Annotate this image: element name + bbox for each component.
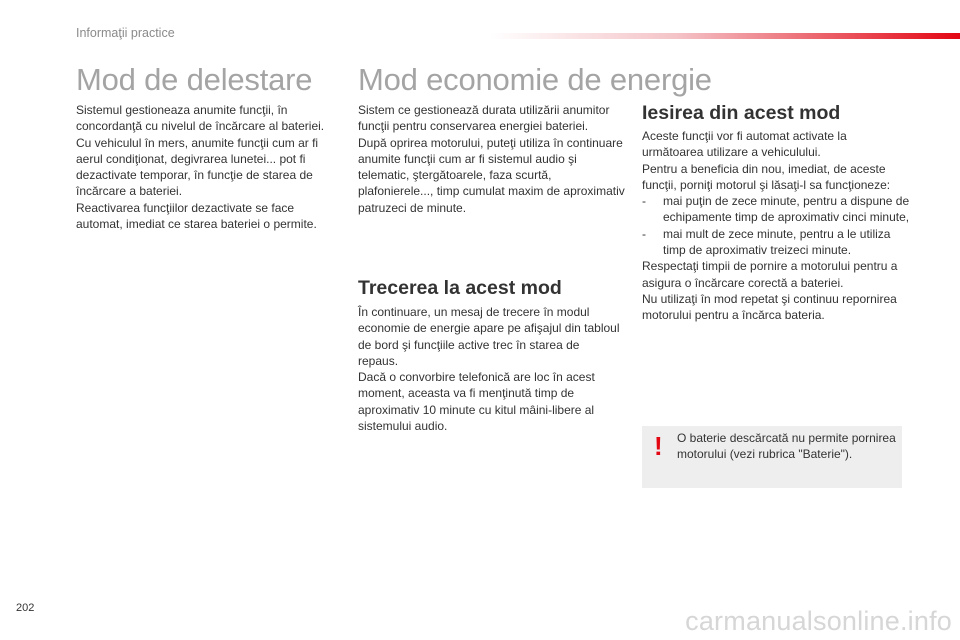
col2-intro-text xyxy=(358,102,626,216)
subheading-iesirea: Iesirea din acest mod xyxy=(642,102,841,124)
list-item xyxy=(642,226,910,259)
list-item-text: mai mult de zece minute, pentru a le utiliza timp de aproximativ treizeci minute. xyxy=(663,226,891,258)
col2-text xyxy=(358,304,620,434)
col3-text xyxy=(642,128,910,324)
list-dash: - xyxy=(642,194,646,209)
heading-mod-economie-energie: Mod economie de energie xyxy=(358,62,712,97)
warning-note-box xyxy=(642,426,902,488)
paragraph: Aceste funcţii vor fi automat activate la următoarea utilizare a vehiculului. xyxy=(642,129,847,160)
section-header-title: Informaţii practice xyxy=(76,26,175,40)
page-number: 202 xyxy=(16,602,35,614)
list-item-text: mai puţin de zece minute, pentru a dispune de echipamente timp de aproximativ cinci minute, xyxy=(663,194,910,225)
col1-text xyxy=(76,102,341,232)
watermark: carmanualsonline.info xyxy=(685,606,952,636)
header-accent-line xyxy=(490,33,960,39)
warning-exclamation-icon: ! xyxy=(654,431,663,461)
paragraph: Dacă o convorbire telefonică are loc în acest moment, aceasta va fi menţinută timp de aproximativ 10 minute cu kitul mâini-libere al sistemului audio. xyxy=(358,370,595,434)
paragraph: Nu utilizaţi în mod repetat şi continuu repornirea motorului pentru a încărca bateria. xyxy=(642,291,897,323)
paragraph: Sistem ce gestionează durata utilizării anumitor funcţii pentru conservarea energiei bateriei. xyxy=(358,103,610,134)
paragraph: Sistemul gestioneaza anumite funcţii, în concordanţă cu nivelul de încărcare al bateriei. xyxy=(76,103,325,134)
paragraph: Reactivarea funcţiilor dezactivate se face automat, imediat ce starea bateriei o permite. xyxy=(76,200,317,232)
warning-note-text: O baterie descărcată nu permite pornirea motorului (vezi rubrica "Baterie"). xyxy=(677,431,896,462)
heading-mod-delestare: Mod de delestare xyxy=(76,62,313,97)
subheading-trecerea: Trecerea la acest mod xyxy=(358,277,562,299)
paragraph: Respectaţi timpii de pornire a motorului pentru a asigura o încărcare corectă a bateriei. xyxy=(642,259,898,290)
paragraph: Pentru a beneficia din nou, imediat, de aceste funcţii, porniţi motorul şi lăsaţi-l sa funcţioneze: xyxy=(642,161,891,192)
paragraph: Cu vehiculul în mers, anumite funcţii cum ar fi aerul condiţionat, degivrarea lunetei... pot fi dezactivate temporar, în funcţie de starea de încărcare a bateriei. xyxy=(76,135,319,199)
paragraph: În continuare, un mesaj de trecere în modul economie de energie apare pe afişajul din tabloul de bord şi funcţiile active trec în starea de repaus. xyxy=(358,305,620,368)
paragraph: După oprirea motorului, puteţi utiliza în continuare anumite funcţii cum ar fi sistemul audio şi telematic, ştergătoarele, faza scurtă, plafonierele..., timp cumulat maxim de aproximativ patruzeci de minute. xyxy=(358,135,625,215)
list-dash: - xyxy=(642,226,646,241)
list-item xyxy=(642,193,910,226)
